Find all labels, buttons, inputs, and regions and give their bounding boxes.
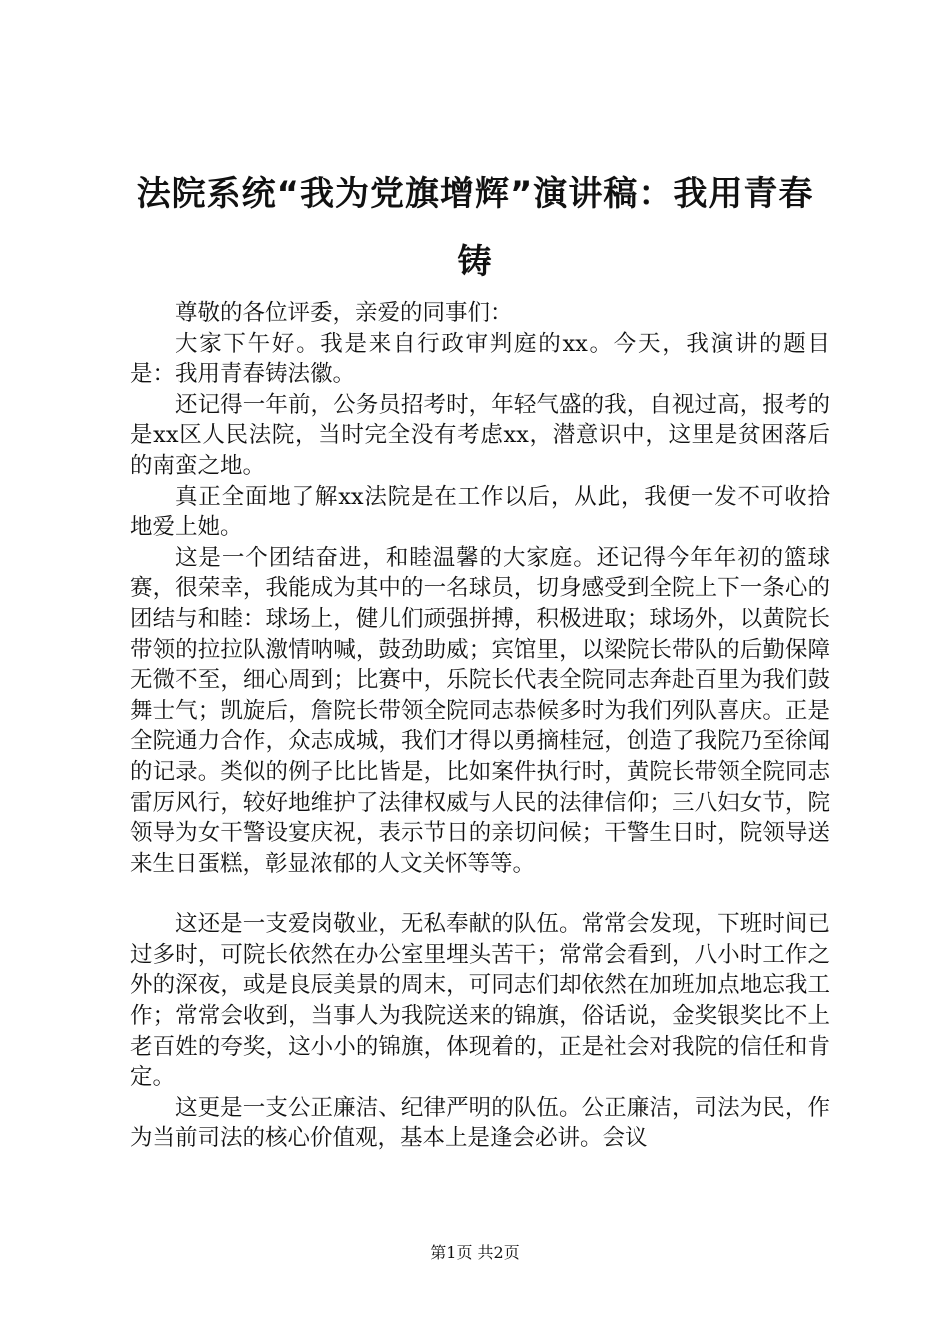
- document-title: 法院系统“我为党旗增辉”演讲稿：我用青春铸: [136, 174, 814, 282]
- paragraph-greeting: 大家下午好。我是来自行政审判庭的xx。今天，我演讲的题目是：我用青春铸法徽。: [130, 330, 830, 388]
- paragraph-dedication: 这还是一支爱岗敬业，无私奉献的队伍。常常会发现，下班时间已过多时，可院长依然在办公室里埋头苦干；常常会看到，八小时工作之外的深夜，或是良辰美景的周末，可同志们却依然在加班加点地忘我工作；常常会收到，当事人为我院送来的锦旗，俗话说，金奖银奖比不上老百姓的夸奖，这小小的锦旗，体现着的，正是社会对我院的信任和肯定。: [130, 911, 830, 1091]
- paragraph-united-family: 这是一个团结奋进，和睦温馨的大家庭。还记得今年年初的篮球赛，很荣幸，我能成为其中的一名球员，切身感受到全院上下一条心的团结与和睦：球场上，健儿们顽强拼搏，积极进取；球场外，以黄院长带领的拉拉队激情呐喊，鼓劲助威；宾馆里，以梁院长带队的后勤保障无微不至，细心周到；比赛中，乐院长代表全院同志奔赴百里为我们鼓舞士气；凯旋后，詹院长带领全院同志恭候多时为我们列队喜庆。正是全院通力合作，众志成城，我们才得以勇摘桂冠，创造了我院乃至徐闻的记录。类似的例子比比皆是，比如案件执行时，黄院长带领全院同志雷厉风行，较好地维护了法律权威与人民的法律信仰；三八妇女节，院领导为女干警设宴庆祝，表示节日的亲切问候；干警生日时，院领导送来生日蛋糕，彰显浓郁的人文关怀等等。: [130, 544, 830, 877]
- paragraph-integrity: 这更是一支公正廉洁、纪律严明的队伍。公正廉洁，司法为民，作为当前司法的核心价值观，基本上是逢会必讲。会议: [130, 1094, 830, 1152]
- paragraph-salutation: 尊敬的各位评委，亲爱的同事们：: [175, 300, 513, 326]
- document-body: [130, 298, 830, 1154]
- page-footer: 第1页 共2页: [430, 1243, 520, 1262]
- paragraph-understanding: 真正全面地了解xx法院是在工作以后，从此，我便一发不可收拾地爱上她。: [130, 483, 830, 541]
- paragraph-recruitment: 还记得一年前，公务员招考时，年轻气盛的我，自视过高，报考的是xx区人民法院，当时完全没有考虑xx，潜意识中，这里是贫困落后的南蛮之地。: [130, 391, 830, 479]
